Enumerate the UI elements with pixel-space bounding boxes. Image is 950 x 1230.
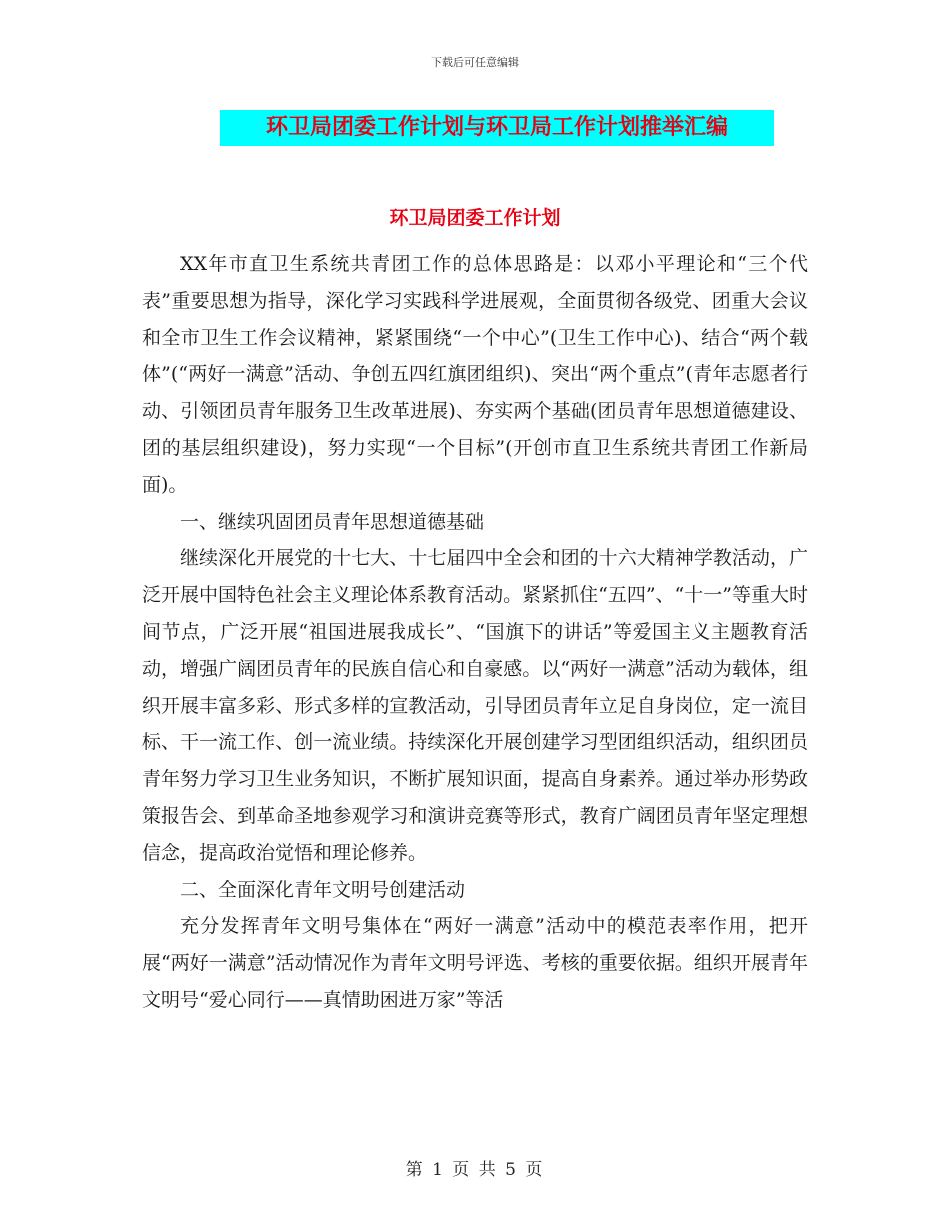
- header-note: 下载后可任意编辑: [431, 56, 519, 69]
- subheading-1: 一、继续巩固团员青年思想道德基础: [180, 510, 485, 533]
- subheading-2: 二、全面深化青年文明号创建活动: [180, 878, 466, 901]
- document-body: [142, 246, 808, 1019]
- section-title: 环卫局团委工作计划: [389, 207, 561, 229]
- paragraph-overview: XX年市直卫生系统共青团工作的总体思路是：以邓小平理论和“三个代表”重要思想为指导，深化学习实践科学进展观，全面贯彻各级党、团重大会议和全市卫生工作会议精神，紧紧围绕“一个中心”(卫生工作中心)、结合“两个载体”(“两好一满意”活动、争创五四红旗团组织)、突出“两个重点”(青年志愿者行动、引领团员青年服务卫生改革进展)、夯实两个基础(团员青年思想道德建设、团的基层组织建设)，努力实现“一个目标”(开创市直卫生系统共青团工作新局面)。: [142, 253, 808, 496]
- paragraph-2: 充分发挥青年文明号集体在“两好一满意”活动中的模范表率作用，把开展“两好一满意”活动情况作为青年文明号评选、考核的重要依据。组织开展青年文明号“爱心同行——真情助困进万家”等活: [142, 915, 808, 1011]
- page-number-footer: 第 1 页 共 5 页: [405, 1160, 545, 1180]
- document-title: 环卫局团委工作计划与环卫局工作计划推举汇编: [220, 110, 774, 146]
- paragraph-1: 继续深化开展党的十七大、十七届四中全会和团的十六大精神学教活动，广泛开展中国特色社会主义理论体系教育活动。紧紧抓住“五四”、“十一”等重大时间节点，广泛开展“祖国进展我成长”、“国旗下的讲话”等爱国主义主题教育活动，增强广阔团员青年的民族自信心和自豪感。以“两好一满意”活动为载体，组织开展丰富多彩、形式多样的宣教活动，引导团员青年立足自身岗位，定一流目标、干一流工作、创一流业绩。持续深化开展创建学习型团组织活动，组织团员青年努力学习卫生业务知识，不断扩展知识面，提高自身素养。通过举办形势政策报告会、到革命圣地参观学习和演讲竞赛等形式，教育广阔团员青年坚定理想信念，提高政治觉悟和理论修养。: [142, 547, 808, 864]
